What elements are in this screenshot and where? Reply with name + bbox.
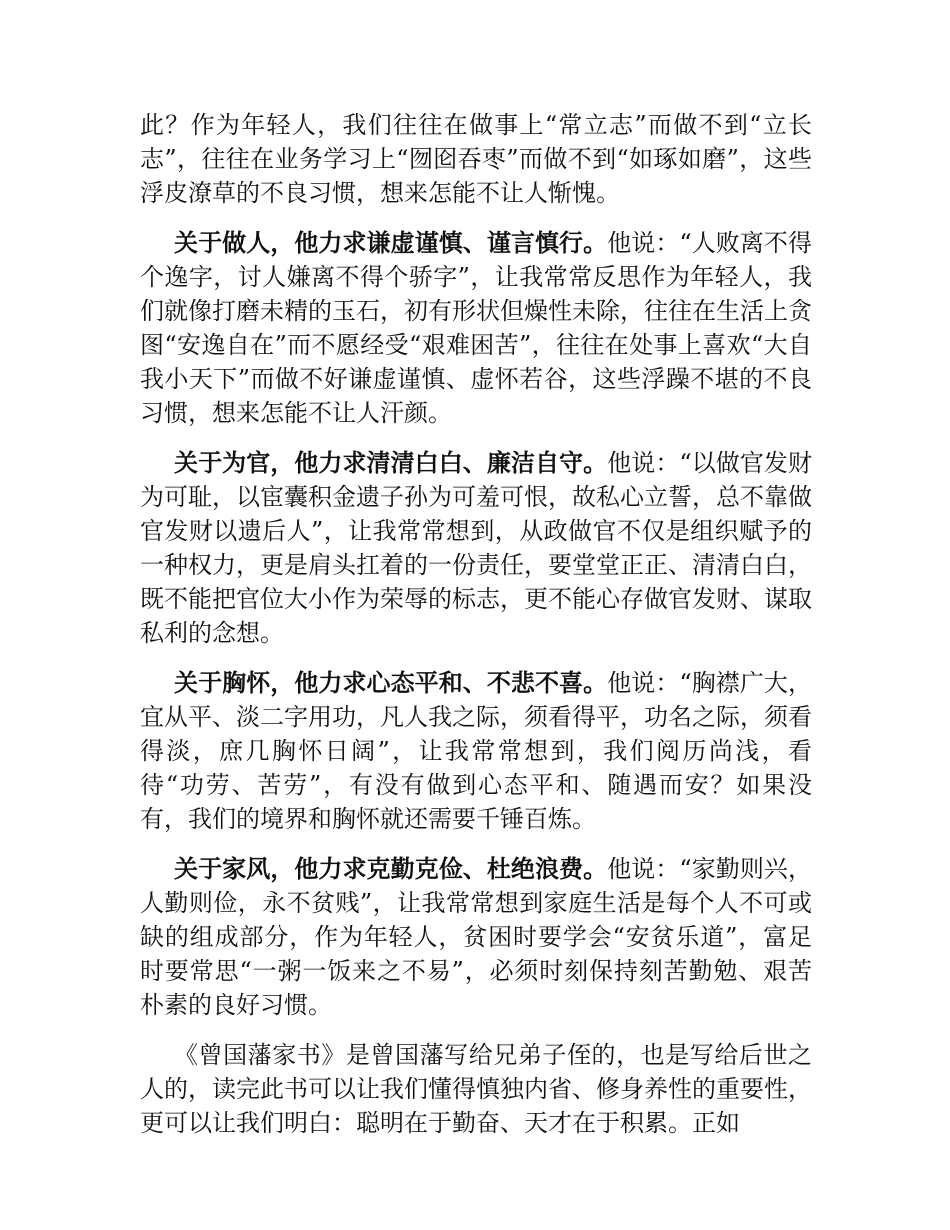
paragraph-text: 他说：“家勤则兴，人勤则俭，永不贫贱”，让我常常想到家庭生活是每个人不可或缺的组成部分，作为年轻人，贫困时要学会“安贫乐道”，富足时要常思“一粥一饭来之不易”，必须时刻保持刻苦勤勉、艰苦朴素的良好习惯。: [140, 855, 813, 1019]
paragraph-text: 此？作为年轻人，我们往往在做事上“常立志”而做不到“立长志”，往往在业务学习上“囫囵吞枣”而做不到“如琢如磨”，这些浮皮潦草的不良习惯，想来怎能不让人惭愧。: [140, 111, 812, 207]
paragraph-continuation: [140, 108, 812, 210]
paragraph-text: 他说：“胸襟广大，宜从平、淡二字用功，凡人我之际，须看得平，功名之际，须看得淡，庶几胸怀日阔”，让我常常想到，我们阅历尚浅，看待“功劳、苦劳”，有没有做到心态平和、随遇而安？如果没有，我们的境界和胸怀就还需要千锤百炼。: [140, 669, 813, 833]
paragraph-lead: 关于做人，他力求谦虚谨慎、谨言慎行。: [174, 228, 608, 257]
paragraph-mindset: [140, 666, 812, 836]
paragraph-text: 《曾国藩家书》是曾国藩写给兄弟子侄的，也是写给后世之人的，读完此书可以让我们懂得慎独内省、修身养性的重要性，更可以让我们明白：聪明在于勤奋、天才在于积累。正如: [140, 1041, 812, 1137]
paragraph-lead: 关于胸怀，他力求心态平和、不悲不喜。: [174, 668, 608, 697]
paragraph-text: 他说：“以做官发财为可耻，以宦囊积金遗子孙为可羞可恨，故私心立誓，总不靠做官发财以遗后人”，让我常常想到，从政做官不仅是组织赋予的一种权力，更是肩头扛着的一份责任，要堂堂正正、清清白白，既不能把官位大小作为荣辱的标志，更不能心存做官发财、谋取私利的念想。: [140, 449, 813, 647]
paragraph-lead: 关于为官，他力求清清白白、廉洁自守。: [174, 448, 608, 477]
document-page: [140, 108, 812, 1156]
paragraph-family-style: [140, 852, 812, 1022]
paragraph-conclusion: [140, 1038, 812, 1140]
paragraph-text: 他说：“人败离不得个逸字，讨人嫌离不得个骄字”，让我常常反思作为年轻人，我们就像打磨未精的玉石，初有形状但燥性未除，往往在生活上贪图“安逸自在”而不愿经受“艰难困苦”，往往在处事上喜欢“大自我小天下”而做不好谦虚谨慎、虚怀若谷，这些浮躁不堪的不良习惯，想来怎能不让人汗颜。: [140, 229, 813, 427]
paragraph-conduct: [140, 226, 812, 430]
paragraph-lead: 关于家风，他力求克勤克俭、杜绝浪费。: [174, 854, 608, 883]
paragraph-officialdom: [140, 446, 812, 650]
